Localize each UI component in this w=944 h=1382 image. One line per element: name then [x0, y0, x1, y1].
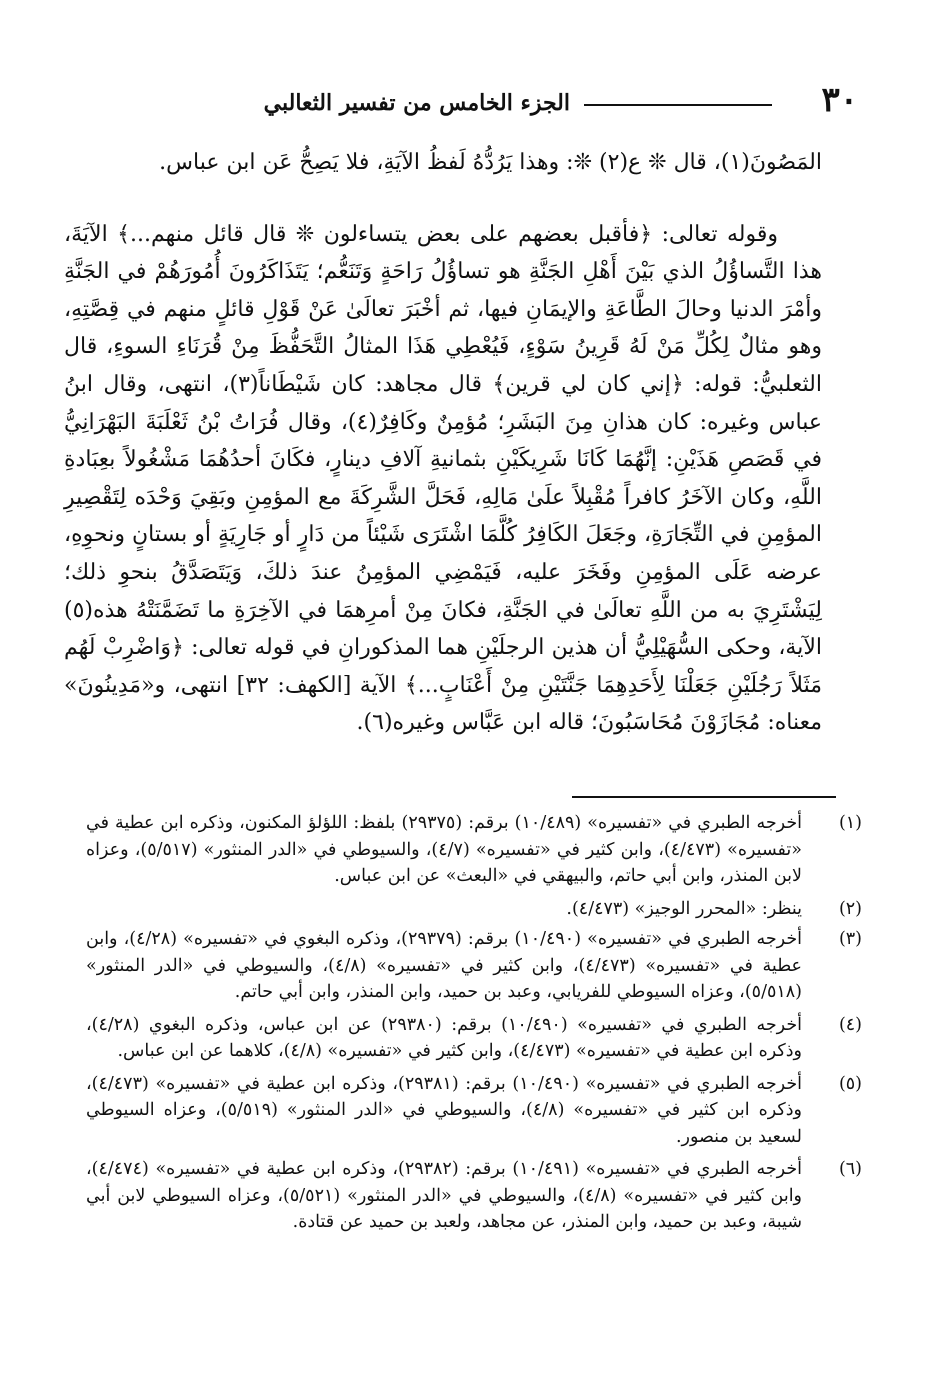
footnote-item: [86, 810, 862, 890]
footnote-number: (٢): [838, 898, 862, 919]
footnote-item: [86, 1156, 862, 1236]
main-text: [64, 144, 822, 742]
header-rule: [584, 104, 772, 106]
footnote-number: (٤): [838, 1014, 862, 1035]
footnote-item: [86, 1012, 862, 1065]
footnote-text: أخرجه الطبري في «تفسيره» (١٠/٤٩٠) برقم: (٢٩٣٧٩)، وذكره البغوي في «تفسيره» (٤/٢٨)، وابن عطية في «تفسيره» (٤/٤٧٣)، وابن كثير في «تفسيره» (٤/٨)، والسيوطي في «الدر المنثور» (٥/٥١٨)، وعزاه السيوطي للفريابي، وعبد بن حميد، وابن المنذر، وابن أبي حاتم.: [86, 929, 803, 1002]
body-paragraph: المَصُونَ(١)، قال ❊ ع(٢) ❊: وهذا يَرُدُّهُ لَفظُ الآيَةِ، فلا يَصِحُّ عَن ابن عباس.: [159, 150, 822, 175]
running-title: الجزء الخامس من تفسير الثعالبي: [263, 90, 570, 116]
footnote-item: [86, 896, 862, 923]
footnote-text: أخرجه الطبري في «تفسيره» (١٠/٤٩٠) برقم: (٢٩٣٨٠) عن ابن عباس، وذكره البغوي (٤/٢٨)، وذكره ابن عطية في «تفسيره» (٤/٤٧٣)، وابن كثير في «تفسيره» (٤/٨)، كلاهما عن ابن عباس.: [86, 1014, 802, 1061]
footnote-number: (٣): [838, 929, 862, 949]
footnote-number: (٥): [838, 1073, 862, 1094]
footnote-text: أخرجه الطبري في «تفسيره» (١٠/٤٩١) برقم: (٢٩٣٨٢)، وذكره ابن عطية في «تفسيره» (٤/٤٧٤)، وابن كثير في «تفسيره» (٤/٨)، والسيوطي في «الدر المنثور» (٥/٥٢١)، وعزاه السيوطي لابن أبي شيبة، وعبد بن حميد، وابن المنذر، عن مجاهد، ولعبد بن حميد عن قتادة.: [86, 1159, 803, 1232]
footnote-text: ينظر: «المحرر الوجيز» (٤/٤٧٣).: [566, 898, 802, 919]
page-header: [76, 80, 858, 124]
footnote-text: أخرجه الطبري في «تفسيره» (١٠/٤٨٩) برقم: (٢٩٣٧٥) بلفظ: اللؤلؤ المكنون، وذكره ابن عطية في «تفسيره» (٤/٤٧٣)، وابن كثير في «تفسيره» (٤/٧)، والسيوطي في «الدر المنثور» (٥/٥١٧)، وعزاه لابن المنذر، وابن أبي حاتم، والبيهقي في «البعث» عن ابن عباس.: [86, 813, 802, 886]
footnote-number: (٦): [838, 1159, 862, 1179]
footnote-number: (١): [838, 813, 862, 833]
footnotes: [86, 810, 862, 1242]
footnote-separator: [572, 796, 836, 798]
body-paragraph: وقوله تعالى: ﴿فأقبل بعضهم على بعض يتساءلون ❊ قال قائل منهم...﴾ الآيَةَ، هذا التَّساؤُلُ الذي بَيْنَ أَهْلِ الجَنَّةِ هو تساؤُلُ رَاحَةٍ وَتَنَعُّم؛ يَتَذَاكَرُونَ أُمُورَهُمْ في الجَنَّةِ وأمْرَ الدنيا وحالَ الطَّاعَةِ والإيمَانِ فيها، ثم أخْبَرَ تعالَىٰ عَنْ قَوْلِ قائلٍ منهم في قِصَّتِهِ، وهو مثالٌ لِكُلِّ مَنْ لَهُ قَرِينُ سَوْءٍ، فَيُعْطِي هَذَا المثالُ التَّحَفُّظَ مِنْ قُرَنَاءِ السوءِ، قال الثعلبيُّ: قوله: ﴿إني كان لي قرين﴾ قال مجاهد: كان شَيْطَاناً(٣)، انتهى، وقال ابنُ عباس وغيره: كان هذانِ مِنَ البَشَرِ؛ مُؤمِنٌ وكَافِرٌ(٤)، وقال فُرَاتُ بْنُ ثَعْلَبَةَ البَهْرَانِيُّ في قَصَصِ هَذَيْنِ: إنَّهُمَا كَانَا شَرِيكَيْنِ بثمانيةِ آلافِ دينارٍ، فكَانَ أحدُهُمَا مَشْغُولاً بعِبَادةِ اللَّهِ، وكان الآخَرُ كافراً مُقْبِلاً علَىٰ مَالِهِ، فَحَلَّ الشَّرِكَةَ مع المؤمِنِ وبَقِيَ وَحْدَه لِتَقْصِيرِ المؤمِنِ في التِّجَارَةِ، وجَعَلَ الكَافِرُ كُلَّمَا اشْتَرَى شَيْئاً من دَارٍ أو جَارِيَةٍ أو بستانٍ ونحوِهِ، عرضه عَلَى المؤمِنِ وفَخَرَ عليه، فَيَمْضِي المؤمِنُ عندَ ذلكَ، وَيَتَصَدَّقُ بنحوِ ذلك؛ لِيَشْتَرِيَ به من اللَّهِ تعالَىٰ في الجَنَّةِ، فكانَ مِنْ أمرِهمَا في الآخِرَةِ ما تَضَمَّنَتْهُ هذه(٥) الآية، وحكى السُّهَيْلِيُّ أن هذين الرجلَيْنِ هما المذكورانِ في قوله تعالى: ﴿وَاضْرِبْ لَهُم مَثَلاً رَجُلَيْنِ جَعَلْنَا لِأَحَدِهِمَا جَنَّتَيْنِ مِنْ أَعْنَابٍ...﴾ الآية [الكهف: ٣٢] انتهى، و«مَدِينُونَ» معناه: مُجَازَوْنَ مُحَاسَبُونَ؛ قاله ابن عَبَّاس وغيره(٦).: [64, 221, 823, 736]
page-number: ٣٠: [821, 80, 858, 120]
footnote-item: [86, 926, 862, 1006]
footnote-item: [86, 1071, 862, 1151]
footnote-text: أخرجه الطبري في «تفسيره» (١٠/٤٩٠) برقم: (٢٩٣٨١)، وذكره ابن عطية في «تفسيره» (٤/٤٧٣)، وذكره ابن كثير في «تفسيره» (٤/٨)، والسيوطي في «الدر المنثور» (٥/٥١٩)، وعزاه السيوطي لسعيد بن منصور.: [86, 1073, 803, 1147]
